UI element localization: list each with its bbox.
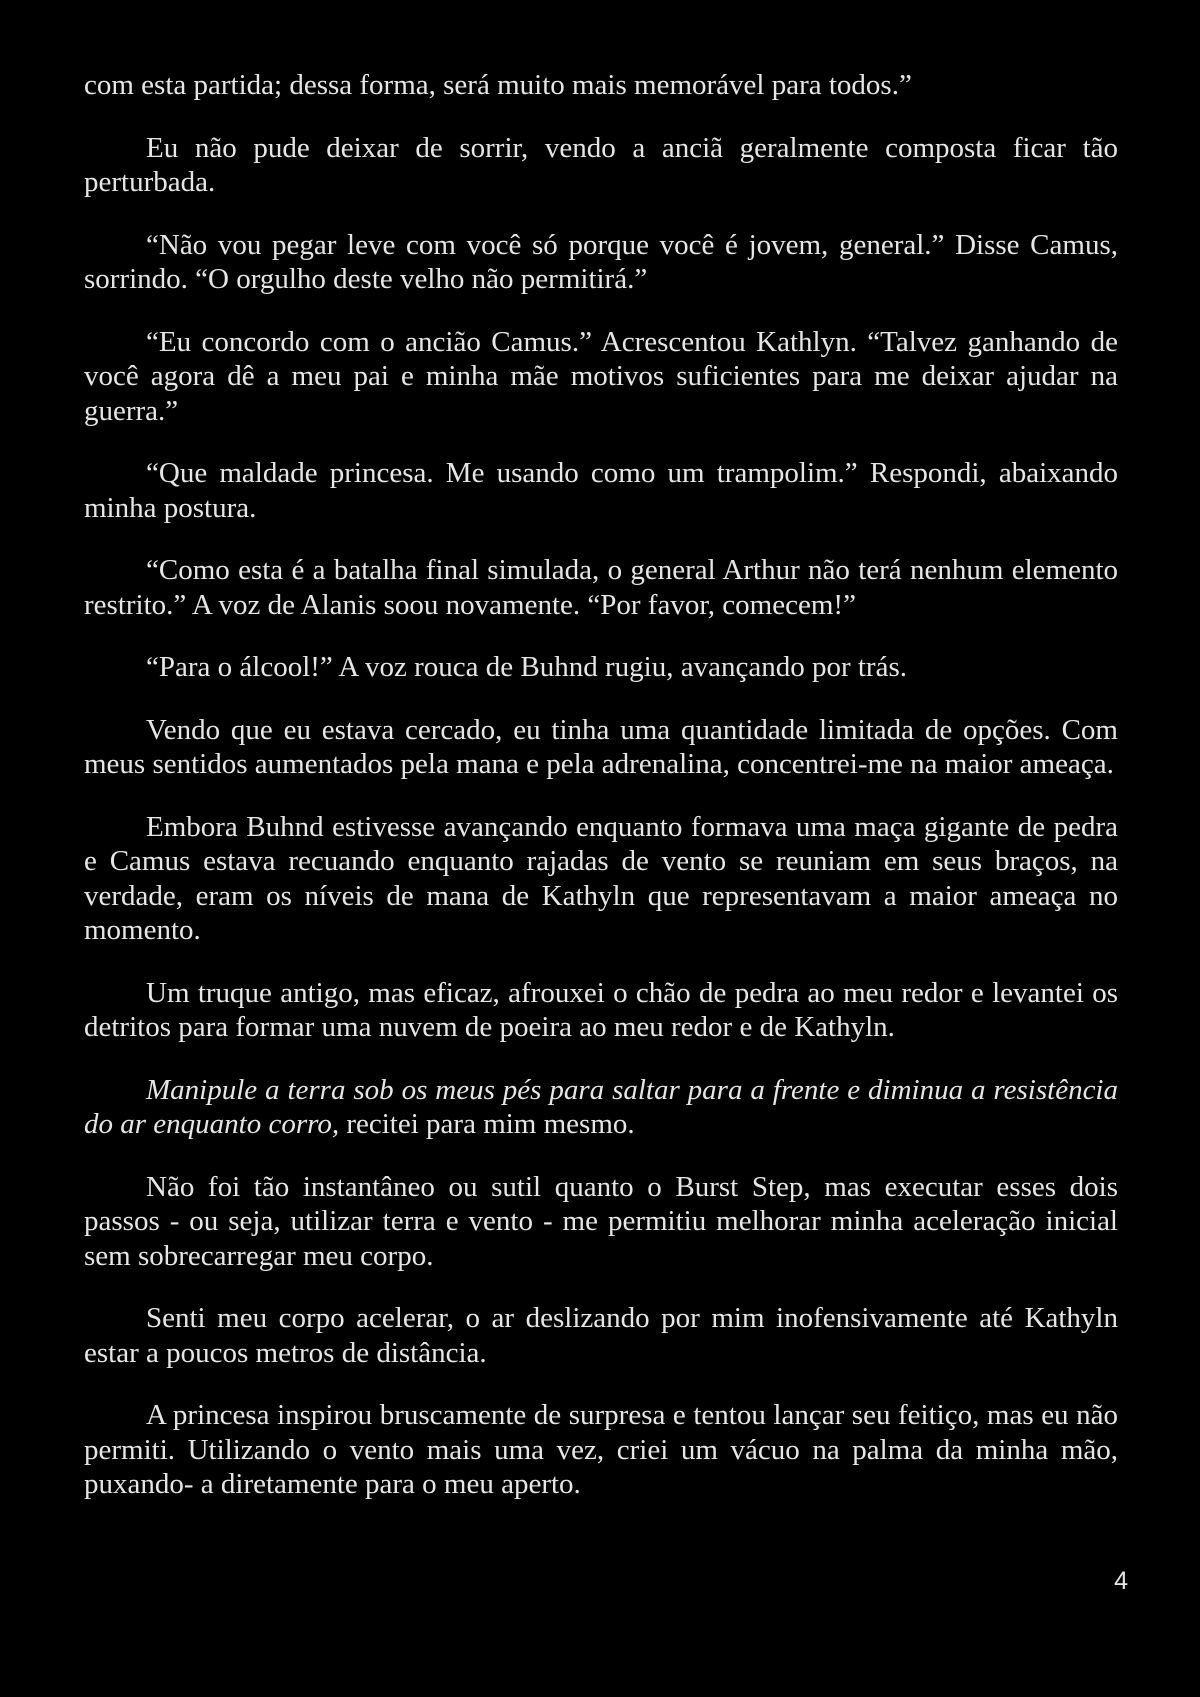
paragraph-3: “Não vou pegar leve com você só porque você é jovem, general.” Disse Camus, sorrindo. “O orgulho deste velho não permitirá.” (84, 228, 1118, 295)
paragraph-2: Eu não pude deixar de sorrir, vendo a anciã geralmente composta ficar tão perturbada. (84, 131, 1118, 198)
italic-thought: Manipule a terra sob os meus pés para saltar para a frente e diminua a resistência do ar enquanto corro, (84, 1073, 1118, 1140)
page-number: 4 (1114, 1567, 1128, 1595)
paragraph-14: A princesa inspirou bruscamente de surpresa e tentou lançar seu feitiço, mas eu não permiti. Utilizando o vento mais uma vez, criei um vácuo na palma da minha mão, puxando- a diretamente para o meu aperto. (84, 1399, 1118, 1500)
paragraph-11-italic (84, 1073, 1118, 1142)
italic-paragraph-rest: recitei para mim mesmo. (339, 1108, 635, 1140)
paragraph-12: Não foi tão instantâneo ou sutil quanto o Burst Step, mas executar esses dois passos - ou seja, utilizar terra e vento - me permitiu melhorar minha aceleração inicial sem sobrecarregar meu corpo. (84, 1170, 1118, 1272)
page-body (84, 68, 1118, 1502)
paragraph-8: Vendo que eu estava cercado, eu tinha uma quantidade limitada de opções. Com meus sentidos aumentados pela mana e pela adrenalina, concentrei-me na maior ameaça. (84, 713, 1118, 780)
paragraph-6: “Como esta é a batalha final simulada, o general Arthur não terá nenhum elemento restrito.” A voz de Alanis soou novamente. “Por favor, comecem!” (84, 554, 1118, 621)
paragraph-13: Senti meu corpo acelerar, o ar deslizando por mim inofensivamente até Kathyln estar a poucos metros de distância. (84, 1302, 1118, 1369)
paragraph-1: com esta partida; dessa forma, será muito mais memorável para todos.” (84, 69, 912, 101)
paragraph-10: Um truque antigo, mas eficaz, afrouxei o chão de pedra ao meu redor e levantei os detritos para formar uma nuvem de poeira ao meu redor e de Kathyln. (84, 976, 1118, 1043)
paragraph-4: “Eu concordo com o ancião Camus.” Acrescentou Kathlyn. “Talvez ganhando de você agora dê a meu pai e minha mãe motivos suficientes para me deixar ajudar na guerra.” (84, 325, 1118, 427)
paragraph-5: “Que maldade princesa. Me usando como um trampolim.” Respondi, abaixando minha postura. (84, 457, 1118, 524)
paragraph-9: Embora Buhnd estivesse avançando enquanto formava uma maça gigante de pedra e Camus estava recuando enquanto rajadas de vento se reuniam em seus braços, na verdade, eram os níveis de mana de Kathyln que representavam a maior ameaça no momento. (84, 810, 1118, 946)
paragraph-7: “Para o álcool!” A voz rouca de Buhnd rugiu, avançando por trás. (146, 651, 907, 683)
